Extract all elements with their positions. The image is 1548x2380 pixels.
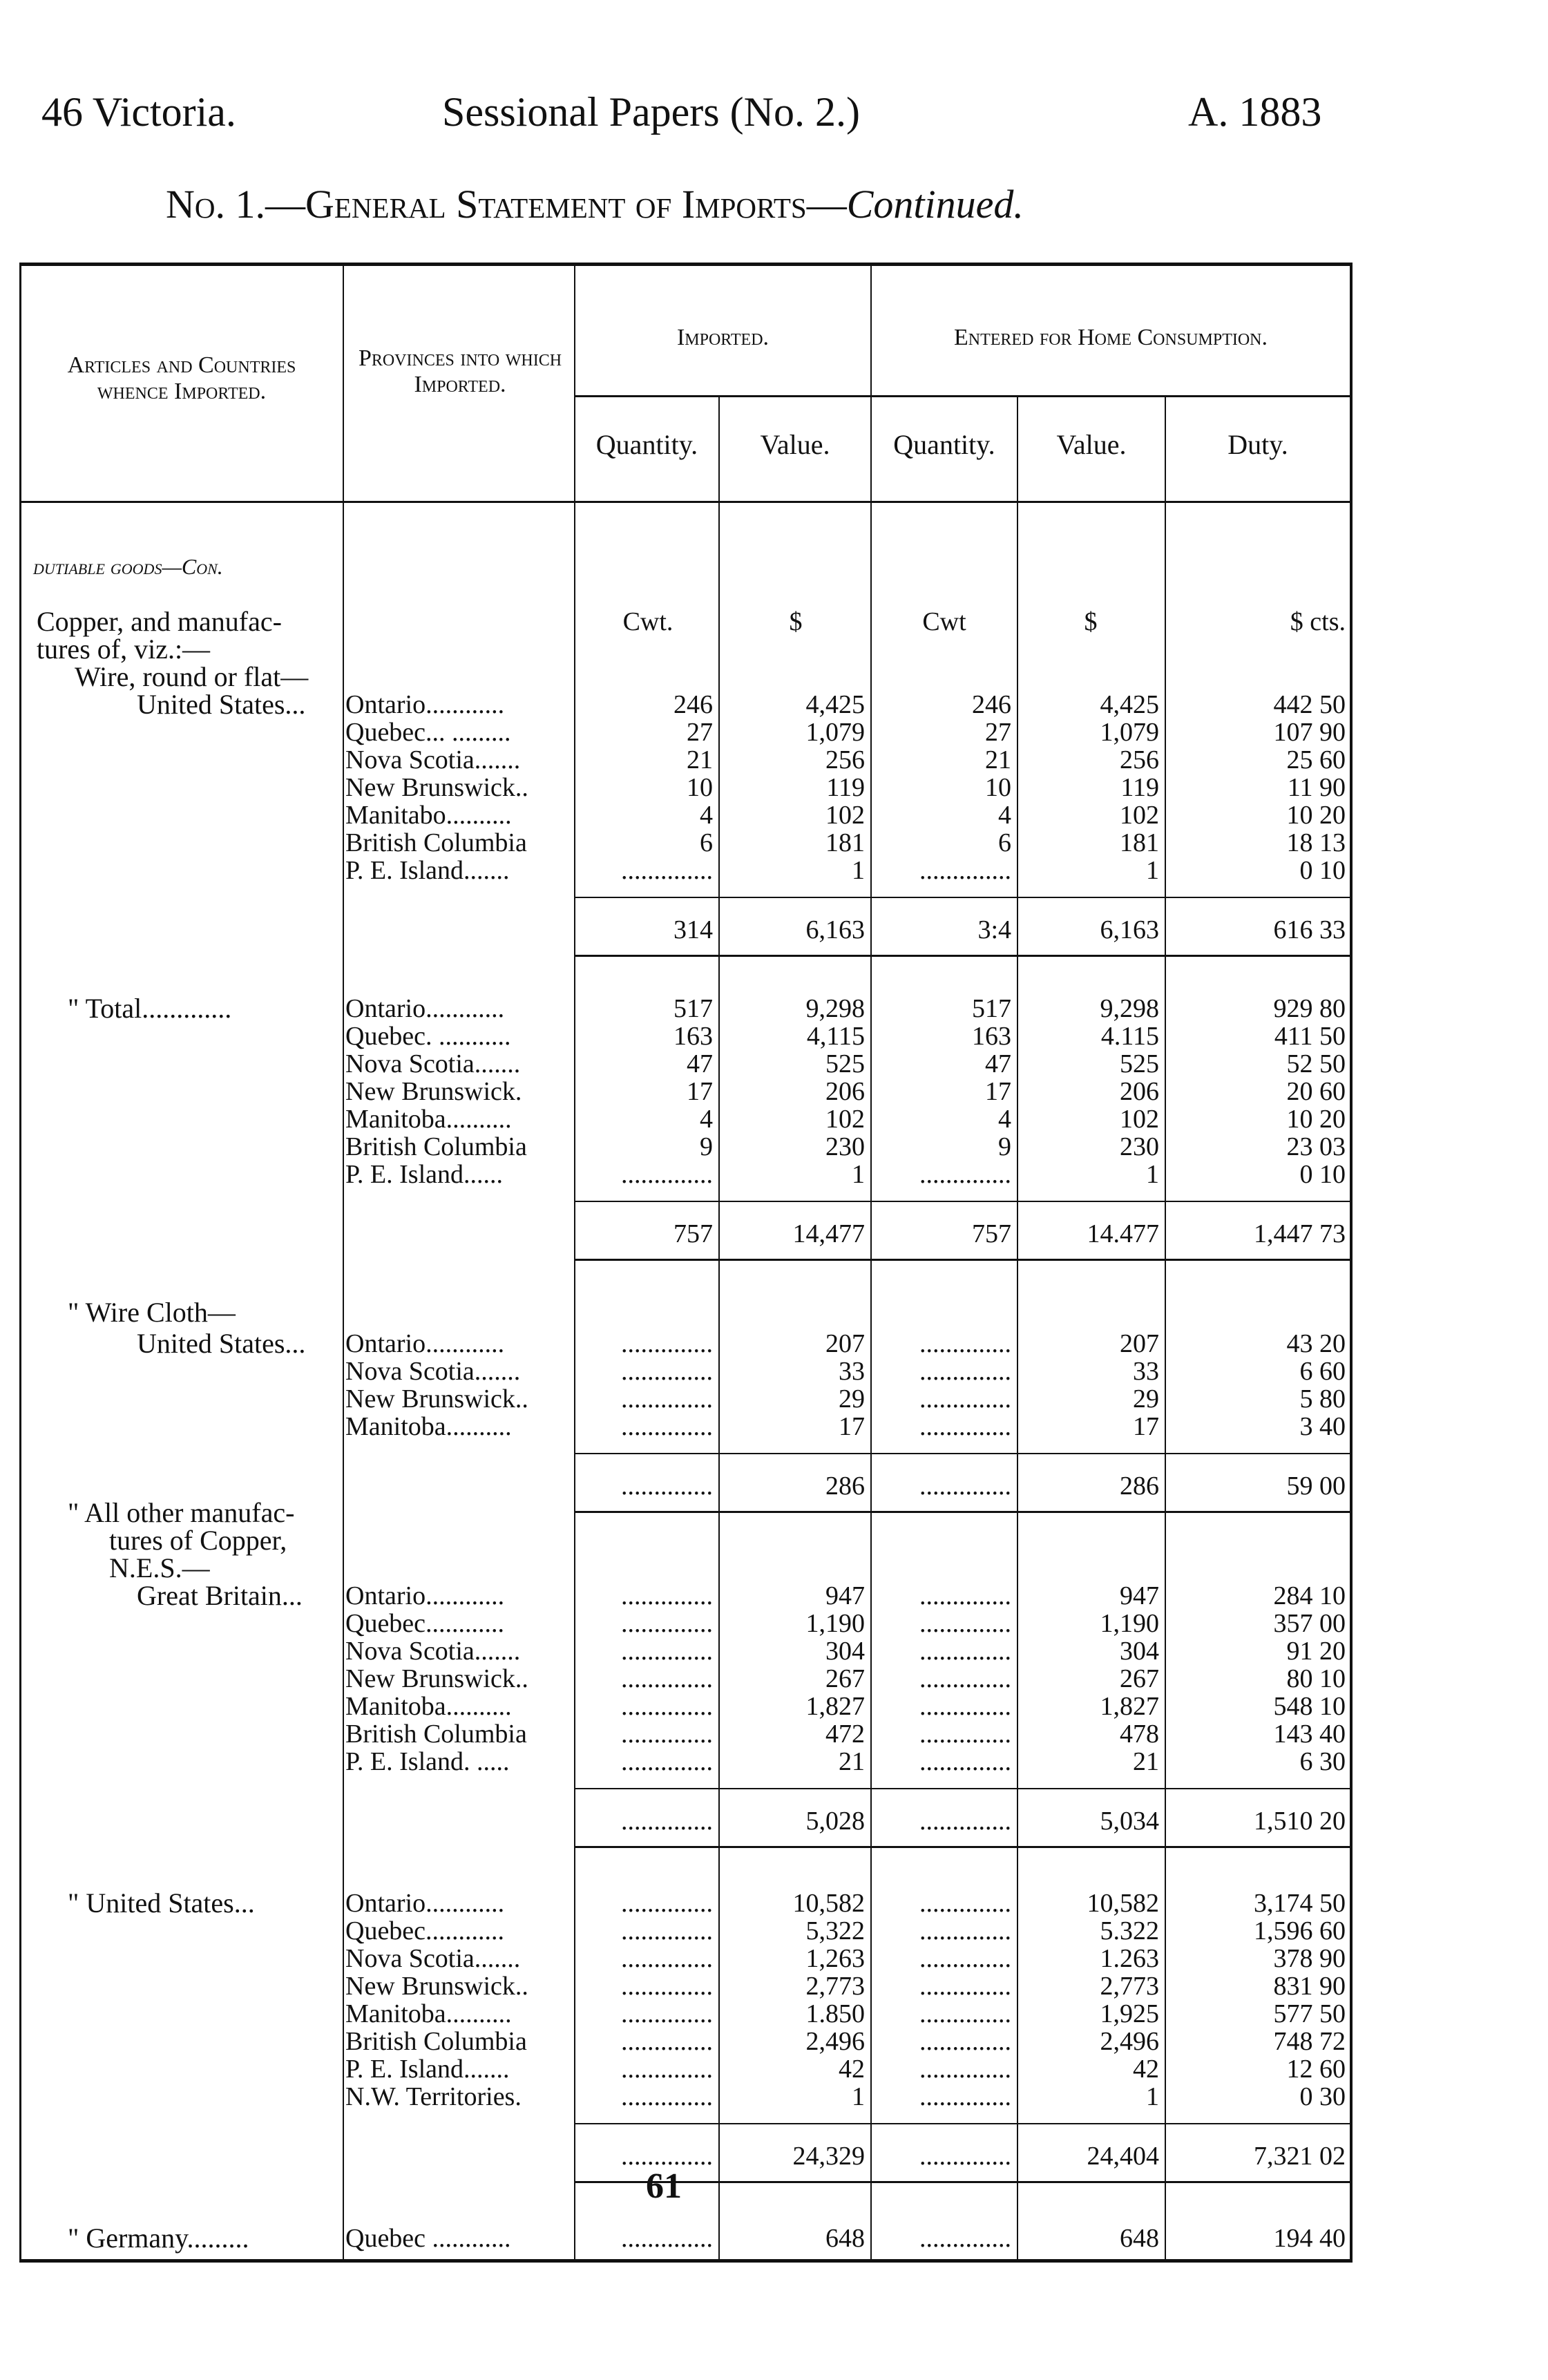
province-cell: Manitabo.......... — [345, 801, 512, 830]
unit-quantity: Cwt. — [622, 607, 673, 636]
page-subtitle — [166, 181, 1024, 227]
col-header-articles: Articles and Countries whence Imported. — [67, 352, 296, 404]
value-cell: 17 — [839, 1412, 865, 1441]
bottom-rule — [19, 2259, 1353, 2263]
value-cell: .............. — [621, 1637, 713, 1666]
unit-value-home: $ — [1084, 607, 1098, 636]
col-header-value-home: Value. — [1056, 429, 1127, 460]
value-cell: 4,425 — [1100, 690, 1159, 719]
value-cell: 517 — [972, 994, 1011, 1023]
value-cell: .............. — [621, 1609, 713, 1638]
province-cell: Quebec... ......... — [345, 718, 511, 747]
value-cell: .............. — [621, 1664, 713, 1693]
province-cell: N.W. Territories. — [345, 2082, 522, 2111]
vrule-1 — [343, 263, 344, 2263]
value-cell: 163 — [972, 1022, 1011, 1051]
province-cell: British Columbia — [345, 2027, 527, 2056]
subtotal-cell: .............. — [621, 1472, 713, 1501]
subtotal-cell: .............. — [919, 2142, 1011, 2171]
value-cell: 304 — [825, 1637, 865, 1666]
value-cell: 143 40 — [1273, 1720, 1346, 1749]
value-cell: 102 — [825, 1105, 865, 1134]
province-cell: New Brunswick.. — [345, 1972, 528, 2001]
value-cell: .............. — [621, 1357, 713, 1386]
subtotal-cell: .............. — [919, 1472, 1011, 1501]
label-united-states-1: United States... — [137, 689, 306, 720]
col-header-duty: Duty. — [1227, 429, 1288, 460]
value-cell: 4,115 — [806, 1022, 865, 1051]
value-cell: .............. — [621, 1720, 713, 1749]
value-cell: 1,190 — [805, 1609, 865, 1638]
value-cell: .............. — [621, 2027, 713, 2056]
value-cell: 1 — [852, 2082, 865, 2111]
value-cell: 119 — [826, 773, 865, 802]
unit-value: $ — [789, 607, 803, 636]
subtotal-cell: 757 — [673, 1219, 713, 1248]
subtotal-cell: 24,404 — [1087, 2142, 1159, 2171]
province-cell: Ontario............ — [345, 994, 505, 1023]
value-cell: 102 — [1120, 801, 1159, 830]
province-cell: P. E. Island....... — [345, 856, 510, 885]
value-cell: 12 60 — [1286, 2055, 1346, 2084]
value-cell: .............. — [919, 1692, 1011, 1721]
province-cell: British Columbia — [345, 828, 527, 857]
label-total: " Total............. — [68, 993, 232, 1024]
value-cell: 442 50 — [1273, 690, 1346, 719]
value-cell: 47 — [985, 1049, 1011, 1078]
subtotal-cell: 7,321 02 — [1254, 2142, 1346, 2171]
subtotal-rule-bottom — [574, 955, 1350, 957]
value-cell: 42 — [839, 2055, 865, 2084]
subtotal-rule — [574, 1201, 1350, 1202]
subtotal-cell: .............. — [621, 1807, 713, 1836]
province-cell: P. E. Island....... — [345, 2055, 510, 2084]
value-cell: 181 — [825, 828, 865, 857]
value-cell: .............. — [621, 2082, 713, 2111]
value-cell: 748 72 — [1273, 2027, 1346, 2056]
value-cell: 1,827 — [805, 1692, 865, 1721]
value-cell: .............. — [621, 1889, 713, 1918]
province-cell: Manitoba.......... — [345, 1412, 512, 1441]
value-cell: 246 — [972, 690, 1011, 719]
header-center: Sessional Papers (No. 2.) — [442, 89, 860, 135]
subtotal-cell: .............. — [621, 2142, 713, 2171]
value-cell: 207 — [825, 1329, 865, 1358]
page-number: 61 — [646, 2167, 682, 2206]
value-cell: .............. — [919, 1581, 1011, 1610]
value-cell: 10 20 — [1286, 801, 1346, 830]
label-united-states-2: United States... — [137, 1328, 306, 1359]
value-cell: 9,298 — [1100, 994, 1159, 1023]
province-cell: Ontario............ — [345, 1889, 505, 1918]
subtotal-cell: 24,329 — [792, 2142, 865, 2171]
subtotal-cell: 1,510 20 — [1254, 1807, 1346, 1836]
value-cell: .............. — [919, 2027, 1011, 2056]
value-cell: 102 — [1120, 1105, 1159, 1134]
col-header-imported: Imported. — [676, 325, 770, 350]
header-right: A. 1883 — [1188, 89, 1322, 135]
value-cell: .............. — [621, 2224, 713, 2253]
value-cell: 21 — [687, 745, 713, 774]
province-cell: British Columbia — [345, 1132, 527, 1161]
unit-quantity-home: Cwt — [922, 607, 966, 636]
value-cell: 6 — [700, 828, 713, 857]
value-cell: .............. — [919, 1329, 1011, 1358]
province-cell: Nova Scotia....... — [345, 1357, 521, 1386]
province-cell: Quebec............ — [345, 1916, 505, 1945]
value-cell: 6 60 — [1299, 1357, 1346, 1386]
province-cell: Ontario............ — [345, 690, 505, 719]
value-cell: 17 — [1133, 1412, 1159, 1441]
value-cell: 21 — [1133, 1747, 1159, 1776]
value-cell: 2,496 — [1100, 2027, 1159, 2056]
value-cell: 80 10 — [1286, 1664, 1346, 1693]
value-cell: 21 — [985, 745, 1011, 774]
value-cell: .............. — [919, 1412, 1011, 1441]
value-cell: 10 — [687, 773, 713, 802]
col-header-value: Value. — [760, 429, 830, 460]
value-cell: 10,582 — [1087, 1889, 1159, 1918]
value-cell: .............. — [919, 2224, 1011, 2253]
subtotal-cell: 59 00 — [1286, 1472, 1346, 1501]
value-cell: 1 — [1146, 856, 1159, 885]
label-other-2: tures of Copper, — [109, 1525, 287, 1556]
value-cell: 1,596 60 — [1254, 1916, 1346, 1945]
label-other-1: " All other manufac- — [68, 1497, 295, 1528]
value-cell: .............. — [621, 1692, 713, 1721]
province-cell: Nova Scotia....... — [345, 1637, 521, 1666]
value-cell: 357 00 — [1273, 1609, 1346, 1638]
value-cell: 5 80 — [1299, 1384, 1346, 1413]
value-cell: .............. — [919, 1944, 1011, 1973]
value-cell: 4 — [700, 801, 713, 830]
value-cell: 207 — [1120, 1329, 1159, 1358]
value-cell: .............. — [621, 1916, 713, 1945]
left-rule — [19, 263, 21, 2263]
value-cell: 525 — [1120, 1049, 1159, 1078]
label-other-3: N.E.S.— — [109, 1552, 210, 1583]
subhead-rule-home — [870, 395, 1353, 397]
subtotal-rule-bottom — [574, 1259, 1350, 1261]
value-cell: 1 — [1146, 1160, 1159, 1189]
subtotal-rule — [574, 2123, 1350, 2124]
province-cell: New Brunswick. — [345, 1077, 522, 1106]
value-cell: 230 — [1120, 1132, 1159, 1161]
value-cell: .............. — [621, 1999, 713, 2028]
value-cell: 304 — [1120, 1637, 1159, 1666]
value-cell: 10,582 — [792, 1889, 865, 1918]
subtotal-rule-bottom — [574, 1846, 1350, 1848]
province-cell: British Columbia — [345, 1720, 527, 1749]
value-cell: 648 — [825, 2224, 865, 2253]
value-cell: 0 10 — [1299, 1160, 1346, 1189]
value-cell: .............. — [621, 1747, 713, 1776]
subtotal-cell: 3:4 — [977, 915, 1011, 944]
subtotal-rule-bottom — [574, 2181, 1350, 2183]
subtotal-cell: 286 — [1120, 1472, 1159, 1501]
value-cell: 4 — [700, 1105, 713, 1134]
value-cell: 6 — [998, 828, 1011, 857]
value-cell: 1,827 — [1100, 1692, 1159, 1721]
value-cell: 206 — [1120, 1077, 1159, 1106]
label-copper-1: Copper, and manufac- — [37, 606, 282, 637]
subhead-rule-imported — [574, 395, 889, 397]
subtotal-cell: 5,034 — [1100, 1807, 1159, 1836]
value-cell: .............. — [919, 2055, 1011, 2084]
value-cell: 1,925 — [1100, 1999, 1159, 2028]
province-cell: Quebec............ — [345, 1609, 505, 1638]
province-cell: New Brunswick.. — [345, 1384, 528, 1413]
vrule-2 — [574, 263, 575, 2263]
value-cell: 9 — [700, 1132, 713, 1161]
vrule-4 — [870, 263, 872, 2263]
value-cell: 27 — [985, 718, 1011, 747]
value-cell: 256 — [825, 745, 865, 774]
value-cell: 119 — [1120, 773, 1159, 802]
province-cell: Manitoba.......... — [345, 1105, 512, 1134]
subtotal-cell: 757 — [972, 1219, 1011, 1248]
value-cell: 246 — [673, 690, 713, 719]
value-cell: 648 — [1120, 2224, 1159, 2253]
value-cell: 1,263 — [805, 1944, 865, 1973]
header-rule — [19, 501, 1353, 503]
value-cell: 20 60 — [1286, 1077, 1346, 1106]
value-cell: 17 — [687, 1077, 713, 1106]
value-cell: 9 — [998, 1132, 1011, 1161]
value-cell: 3 40 — [1299, 1412, 1346, 1441]
province-cell: Nova Scotia....... — [345, 1944, 521, 1973]
value-cell: 10 20 — [1286, 1105, 1346, 1134]
value-cell: 43 20 — [1286, 1329, 1346, 1358]
value-cell: 2,773 — [805, 1972, 865, 2001]
value-cell: 929 80 — [1273, 994, 1346, 1023]
province-cell: P. E. Island. ..... — [345, 1747, 510, 1776]
col-header-provinces: Provinces into which Imported. — [358, 345, 562, 397]
value-cell: 472 — [825, 1720, 865, 1749]
subtotal-rule — [574, 1453, 1350, 1454]
value-cell: .............. — [621, 1972, 713, 2001]
value-cell: 52 50 — [1286, 1049, 1346, 1078]
value-cell: .............. — [621, 1384, 713, 1413]
value-cell: 4,425 — [805, 690, 865, 719]
value-cell: .............. — [919, 856, 1011, 885]
value-cell: 4.115 — [1100, 1022, 1159, 1051]
subtitle-continued: Continued. — [846, 182, 1024, 227]
value-cell: .............. — [621, 856, 713, 885]
subtotal-cell: 14.477 — [1087, 1219, 1159, 1248]
label-wire: Wire, round or flat— — [75, 661, 309, 692]
label-great-britain: Great Britain... — [137, 1580, 303, 1611]
value-cell: 6 30 — [1299, 1747, 1346, 1776]
value-cell: 33 — [1133, 1357, 1159, 1386]
col-header-quantity-home: Quantity. — [893, 429, 995, 460]
label-united-states-3: " United States... — [68, 1887, 255, 1919]
province-cell: Ontario............ — [345, 1329, 505, 1358]
label-germany: " Germany......... — [68, 2222, 249, 2254]
value-cell: 10 — [985, 773, 1011, 802]
value-cell: 42 — [1133, 2055, 1159, 2084]
province-cell: Nova Scotia....... — [345, 1049, 521, 1078]
value-cell: 517 — [673, 994, 713, 1023]
value-cell: .............. — [621, 1160, 713, 1189]
value-cell: 2,496 — [805, 2027, 865, 2056]
value-cell: 27 — [687, 718, 713, 747]
value-cell: .............. — [919, 1972, 1011, 2001]
value-cell: .............. — [919, 1357, 1011, 1386]
value-cell: .............. — [919, 1160, 1011, 1189]
value-cell: 102 — [825, 801, 865, 830]
unit-duty: $ cts. — [1290, 607, 1346, 636]
value-cell: .............. — [919, 1747, 1011, 1776]
value-cell: .............. — [919, 1916, 1011, 1945]
value-cell: 11 90 — [1287, 773, 1346, 802]
province-cell: Quebec. ........... — [345, 1022, 511, 1051]
header-left: 46 Victoria. — [41, 89, 236, 135]
value-cell: .............. — [621, 2055, 713, 2084]
value-cell: 267 — [1120, 1664, 1159, 1693]
value-cell: 3,174 50 — [1254, 1889, 1346, 1918]
section-label: dutiable goods—Con. — [33, 554, 223, 579]
value-cell: 831 90 — [1273, 1972, 1346, 2001]
subtotal-rule-bottom — [574, 1511, 1350, 1513]
subtotal-cell: 314 — [673, 915, 713, 944]
subtotal-cell: 616 33 — [1273, 915, 1346, 944]
value-cell: 47 — [687, 1049, 713, 1078]
value-cell: 2,773 — [1100, 1972, 1159, 2001]
value-cell: 947 — [1120, 1581, 1159, 1610]
value-cell: 17 — [985, 1077, 1011, 1106]
subtotal-rule — [574, 897, 1350, 898]
value-cell: 1,079 — [1100, 718, 1159, 747]
value-cell: 378 90 — [1273, 1944, 1346, 1973]
value-cell: 107 90 — [1273, 718, 1346, 747]
province-cell: New Brunswick.. — [345, 773, 528, 802]
value-cell: 194 40 — [1273, 2224, 1346, 2253]
value-cell: 33 — [839, 1357, 865, 1386]
label-copper-2: tures of, viz.:— — [37, 634, 211, 665]
value-cell: 9,298 — [805, 994, 865, 1023]
value-cell: 5,322 — [805, 1916, 865, 1945]
value-cell: 18 13 — [1286, 828, 1346, 857]
value-cell: .............. — [621, 1412, 713, 1441]
subtotal-rule — [574, 1788, 1350, 1789]
value-cell: 5.322 — [1100, 1916, 1159, 1945]
value-cell: 1,190 — [1100, 1609, 1159, 1638]
value-cell: .............. — [919, 1664, 1011, 1693]
subtotal-cell: 6,163 — [1100, 915, 1159, 944]
value-cell: 267 — [825, 1664, 865, 1693]
value-cell: 1 — [852, 1160, 865, 1189]
value-cell: .............. — [919, 1889, 1011, 1918]
imports-table — [19, 263, 1353, 2263]
value-cell: .............. — [621, 1944, 713, 1973]
value-cell: 29 — [839, 1384, 865, 1413]
value-cell: 577 50 — [1273, 1999, 1346, 2028]
value-cell: .............. — [919, 1384, 1011, 1413]
value-cell: 230 — [825, 1132, 865, 1161]
value-cell: 163 — [673, 1022, 713, 1051]
value-cell: 1 — [1146, 2082, 1159, 2111]
col-header-home: Entered for Home Consumption. — [953, 325, 1268, 350]
value-cell: 256 — [1120, 745, 1159, 774]
province-cell: Quebec ............ — [345, 2224, 511, 2253]
subtotal-cell: 14,477 — [792, 1219, 865, 1248]
vrule-6 — [1165, 397, 1166, 2263]
value-cell: 548 10 — [1273, 1692, 1346, 1721]
vrule-3 — [718, 397, 720, 2263]
value-cell: 947 — [825, 1581, 865, 1610]
value-cell: 91 20 — [1286, 1637, 1346, 1666]
subtitle-main: No. 1.—General Statement of Imports— — [166, 182, 847, 227]
value-cell: 478 — [1120, 1720, 1159, 1749]
value-cell: 25 60 — [1286, 745, 1346, 774]
province-cell: Nova Scotia....... — [345, 745, 521, 774]
subtotal-cell: 1,447 73 — [1254, 1219, 1346, 1248]
value-cell: 525 — [825, 1049, 865, 1078]
value-cell: .............. — [919, 2082, 1011, 2111]
province-cell: P. E. Island...... — [345, 1160, 503, 1189]
value-cell: 1.263 — [1100, 1944, 1159, 1973]
value-cell: .............. — [919, 1999, 1011, 2028]
value-cell: 4 — [998, 1105, 1011, 1134]
top-rule — [19, 263, 1353, 266]
province-cell: Ontario............ — [345, 1581, 505, 1610]
value-cell: 1.850 — [805, 1999, 865, 2028]
province-cell: Manitoba.......... — [345, 1692, 512, 1721]
value-cell: 1 — [852, 856, 865, 885]
value-cell: .............. — [919, 1720, 1011, 1749]
label-wire-cloth: " Wire Cloth— — [68, 1297, 236, 1328]
value-cell: 411 50 — [1274, 1022, 1346, 1051]
value-cell: 0 10 — [1299, 856, 1346, 885]
value-cell: 4 — [998, 801, 1011, 830]
subtotal-cell: .............. — [919, 1807, 1011, 1836]
value-cell: 23 03 — [1286, 1132, 1346, 1161]
value-cell: 0 30 — [1299, 2082, 1346, 2111]
value-cell: 29 — [1133, 1384, 1159, 1413]
value-cell: .............. — [621, 1329, 713, 1358]
value-cell: 21 — [839, 1747, 865, 1776]
province-cell: New Brunswick.. — [345, 1664, 528, 1693]
vrule-5 — [1017, 397, 1018, 2263]
subtotal-cell: 6,163 — [805, 915, 865, 944]
value-cell: 206 — [825, 1077, 865, 1106]
subtotal-cell: 286 — [825, 1472, 865, 1501]
value-cell: .............. — [919, 1609, 1011, 1638]
subtotal-cell: 5,028 — [805, 1807, 865, 1836]
province-cell: Manitoba.......... — [345, 1999, 512, 2028]
col-header-quantity: Quantity. — [595, 429, 698, 460]
value-cell: 181 — [1120, 828, 1159, 857]
value-cell: .............. — [919, 1637, 1011, 1666]
value-cell: 284 10 — [1273, 1581, 1346, 1610]
value-cell: .............. — [621, 1581, 713, 1610]
value-cell: 1,079 — [805, 718, 865, 747]
right-rule — [1350, 263, 1353, 2263]
